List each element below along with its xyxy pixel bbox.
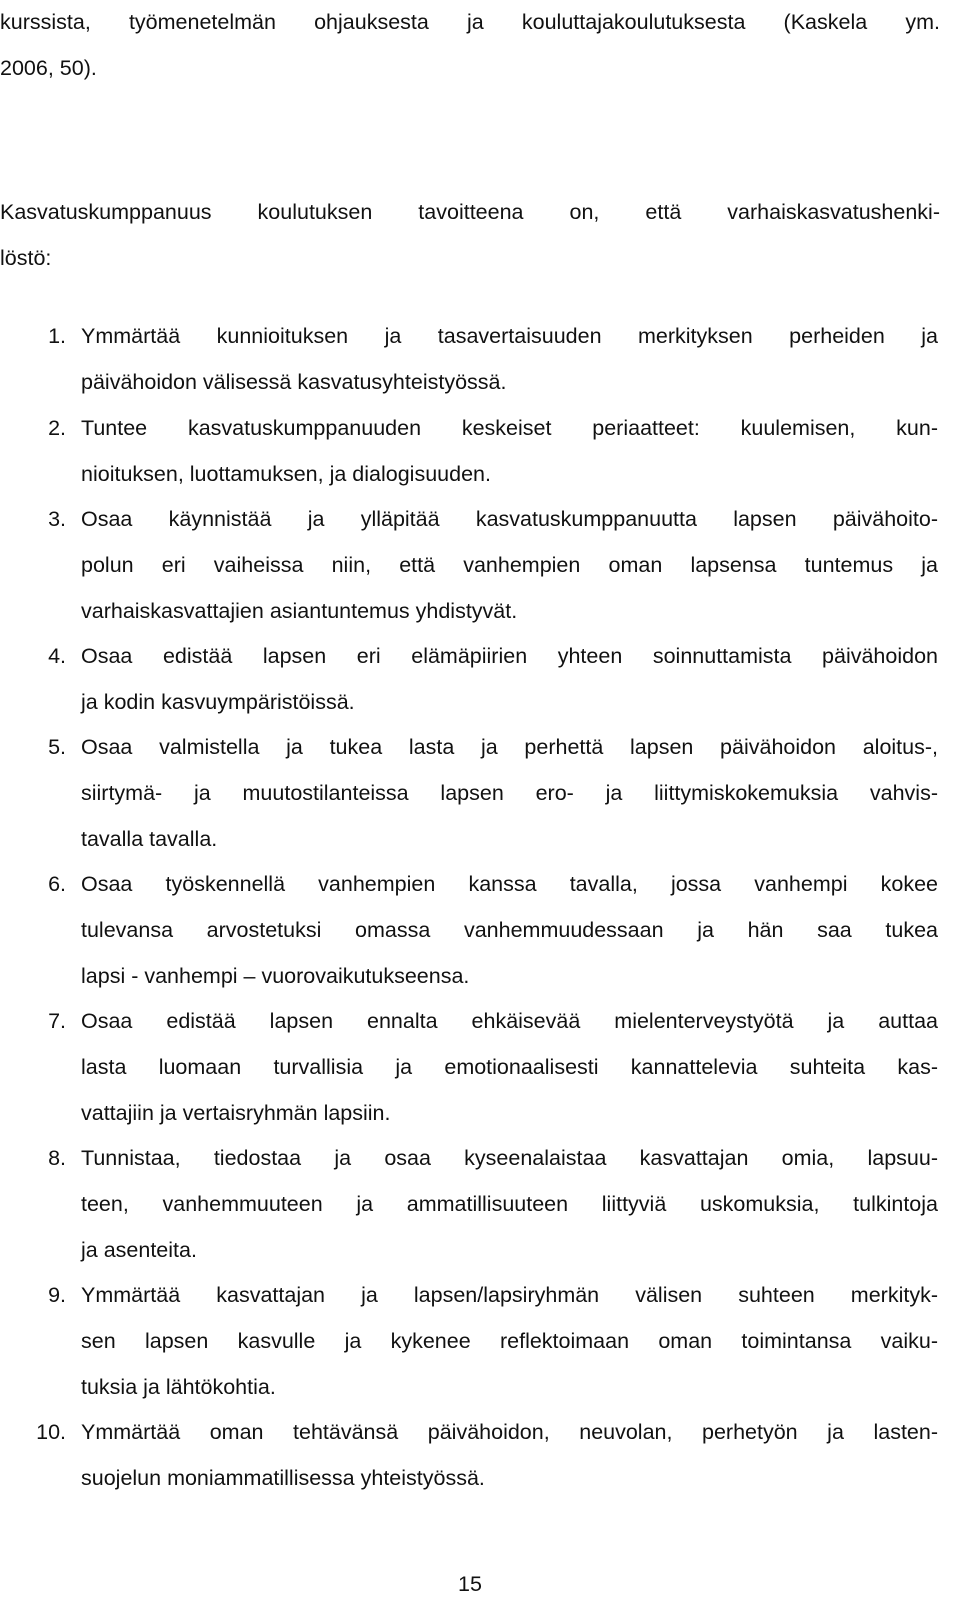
- intro-line-1: kurssista, työmenetelmän ohjauksesta ja kouluttajakoulutuksesta (Kaskela ym.: [0, 10, 940, 34]
- lead-line-2: löstö:: [0, 246, 52, 270]
- list-item-line: Tuntee kasvatuskumppanuuden keskeiset periaatteet: kuulemisen, kun-: [81, 416, 938, 440]
- list-item-number: 10.: [36, 1420, 66, 1444]
- list-item-line: Osaa edistää lapsen ennalta ehkäisevää mielenterveystyötä ja auttaa: [81, 1009, 938, 1033]
- list-item-line: ja asenteita.: [81, 1238, 197, 1262]
- list-item-number: 5.: [48, 735, 66, 759]
- list-item-line: ja kodin kasvuympäristöissä.: [81, 690, 355, 714]
- list-item-text: [81, 1279, 938, 1417]
- list-item-line: Osaa valmistella ja tukea lasta ja perhettä lapsen päivähoidon aloitus-,: [81, 735, 938, 759]
- list-item-line: Ymmärtää kunnioituksen ja tasavertaisuuden merkityksen perheiden ja: [81, 324, 938, 348]
- list-item-text: [81, 868, 938, 1006]
- list-item-line: päivähoidon välisessä kasvatusyhteistyössä.: [81, 370, 507, 394]
- list-item-number: 4.: [48, 644, 66, 668]
- list-item-line: Osaa käynnistää ja ylläpitää kasvatuskumppanuutta lapsen päivähoito-: [81, 507, 938, 531]
- list-item-number: 1.: [48, 324, 66, 348]
- list-item-line: Ymmärtää kasvattajan ja lapsen/lapsiryhmän välisen suhteen merkityk-: [81, 1283, 938, 1307]
- list-item-line: teen, vanhemmuuteen ja ammatillisuuteen liittyviä uskomuksia, tulkintoja: [81, 1192, 938, 1216]
- list-item-number: 6.: [48, 872, 66, 896]
- page-number: 15: [458, 1572, 482, 1596]
- list-item-text: [81, 1142, 938, 1280]
- list-item-line: Tunnistaa, tiedostaa ja osaa kyseenalaistaa kasvattajan omia, lapsuu-: [81, 1146, 938, 1170]
- list-item-line: polun eri vaiheissa niin, että vanhempien oman lapsensa tuntemus ja: [81, 553, 938, 577]
- list-item-text: [81, 503, 938, 641]
- list-item-text: [81, 640, 938, 732]
- list-item-line: tulevansa arvostetuksi omassa vanhemmuudessaan ja hän saa tukea: [81, 918, 938, 942]
- list-item-line: Osaa edistää lapsen eri elämäpiirien yhteen soinnuttamista päivähoidon: [81, 644, 938, 668]
- list-item-text: [81, 731, 938, 869]
- lead-line-1: Kasvatuskumppanuus koulutuksen tavoitteena on, että varhaiskasvatushenki-: [0, 200, 940, 224]
- list-item-line: tuksia ja lähtökohtia.: [81, 1375, 276, 1399]
- list-item-line: lapsi - vanhempi – vuorovaikutukseensa.: [81, 964, 470, 988]
- list-item-line: tavalla tavalla.: [81, 827, 218, 851]
- list-item-text: [81, 1005, 938, 1143]
- list-item-number: 9.: [48, 1283, 66, 1307]
- list-item-text: [81, 320, 938, 412]
- list-item-number: 8.: [48, 1146, 66, 1170]
- list-item-line: varhaiskasvattajien asiantuntemus yhdistyvät.: [81, 599, 518, 623]
- list-item-line: vattajiin ja vertaisryhmän lapsiin.: [81, 1101, 391, 1125]
- list-item-number: 3.: [48, 507, 66, 531]
- list-item-line: Osaa työskennellä vanhempien kanssa tavalla, jossa vanhempi kokee: [81, 872, 938, 896]
- list-item-text: [81, 412, 938, 504]
- list-item-text: [81, 1416, 938, 1508]
- list-item-number: 7.: [48, 1009, 66, 1033]
- intro-line-2: 2006, 50).: [0, 56, 97, 80]
- list-item-line: lasta luomaan turvallisia ja emotionaalisesti kannattelevia suhteita kas-: [81, 1055, 938, 1079]
- list-item-line: siirtymä- ja muutostilanteissa lapsen ero- ja liittymiskokemuksia vahvis-: [81, 781, 938, 805]
- list-item-line: suojelun moniammatillisessa yhteistyössä.: [81, 1466, 485, 1490]
- list-item-number: 2.: [48, 416, 66, 440]
- list-item-line: sen lapsen kasvulle ja kykenee reflektoimaan oman toimintansa vaiku-: [81, 1329, 938, 1353]
- list-item-line: nioituksen, luottamuksen, ja dialogisuuden.: [81, 462, 491, 486]
- list-item-line: Ymmärtää oman tehtävänsä päivähoidon, neuvolan, perhetyön ja lasten-: [81, 1420, 938, 1444]
